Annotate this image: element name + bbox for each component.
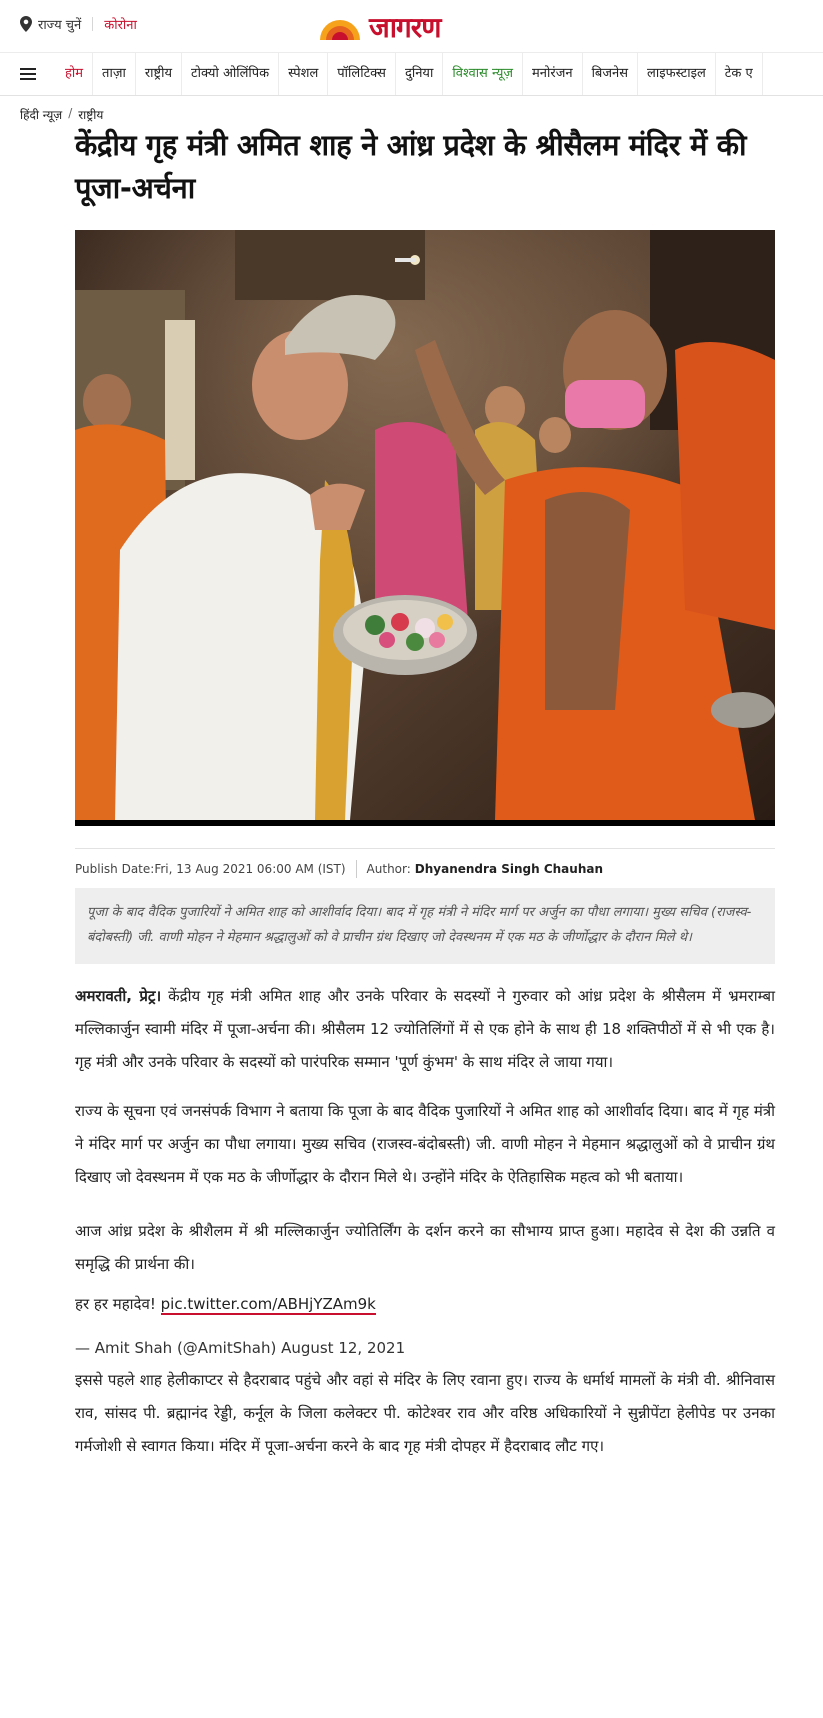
top-bar [0, 0, 823, 53]
nav-item-special[interactable]: स्पेशल [279, 53, 328, 95]
article-paragraph-3: इससे पहले शाह हेलीकाप्टर से हैदराबाद पहुंचे और वहां से मंदिर के लिए रवाना हुए। राज्य के धर्मार्थ मामलों के मंत्री वी. श्रीनिवास राव, सांसद पी. ब्रह्मानंद रेड्डी, कर्नूल के जिला कलेक्टर पी. कोटेश्वर राव और वरिष्ठ अधिकारियों ने सुन्नीपेंटा हेलीपेड पर उनका गर्मजोशी से स्वागत किया। मंदिर में पूजा-अर्चना करने के बाद गृह मंत्री दोपहर में हैदराबाद लौट गए। [75, 1371, 775, 1455]
breadcrumb-hindi-news[interactable]: हिंदी न्यूज़ [20, 108, 63, 122]
author-label: Author: [366, 862, 411, 876]
paragraph-1-text: केंद्रीय गृह मंत्री अमित शाह और उनके परिवार के सदस्यों ने गुरुवार को आंध्र प्रदेश के श्रीसैलम में भ्रमराम्बा मल्लिकार्जुन स्वामी मंदिर में पूजा-अर्चना की। श्रीसैलम 12 ज्योतिलिंगों में से एक होने के साथ ही 18 शक्तिपीठों में से भी एक है। गृह मंत्री और उनके परिवार के सदस्यों को पारंपरिक सम्मान 'पूर्ण कुंभम' के साथ मंदिर ले जाया गया। [75, 987, 775, 1071]
article-title: केंद्रीय गृह मंत्री अमित शाह ने आंध्र प्रदेश के श्रीसैलम मंदिर में की पूजा-अर्चना [75, 128, 747, 205]
publish-date-label: Publish Date: [75, 862, 155, 876]
breadcrumb [0, 96, 823, 123]
embedded-tweet [75, 1215, 775, 1358]
nav-item-home[interactable]: होम [56, 53, 93, 95]
tweet-credit: — Amit Shah (@AmitShah) August 12, 2021 [75, 1339, 406, 1357]
article-summary: पूजा के बाद वैदिक पुजारियों ने अमित शाह को आशीर्वाद दिया। बाद में गृह मंत्री ने मंदिर मार्ग पर अर्जुन का पौधा लगाया। मुख्य सचिव (राजस्व-बंदोबस्ती) जी. वाणी मोहन ने मेहमान श्रद्धालुओं को वे प्राचीन ग्रंथ दिखाए जो देवस्थनम में एक मठ के जीर्णोद्धार के दौरान मिले थे। [75, 888, 775, 964]
article-paragraph-1 [75, 980, 775, 1079]
sun-logo-icon [317, 12, 363, 42]
publish-date: Fri, 13 Aug 2021 06:00 AM (IST) [154, 862, 346, 876]
tweet-pic-link[interactable]: pic.twitter.com/ABHjYZAm9k [160, 1295, 376, 1313]
nav-item-tech[interactable]: टेक ए [716, 53, 763, 95]
tweet-prefix: हर हर महादेव! [75, 1295, 161, 1313]
meta-divider [75, 848, 775, 849]
state-selector[interactable] [20, 15, 137, 33]
location-pin-icon [20, 16, 32, 32]
state-selector-label: राज्य चुनें [38, 18, 82, 33]
hamburger-menu-icon[interactable] [20, 68, 36, 80]
article-meta [75, 860, 775, 878]
nav-item-tokyo-olympics[interactable]: टोक्यो ओलिंपिक [182, 53, 279, 95]
tweet-text: आज आंध्र प्रदेश के श्रीशैलम में श्री मल्लिकार्जुन ज्योतिर्लिंग के दर्शन करने का सौभाग्य प्राप्त हुआ। महादेव से देश की उन्नति व समृद्धि की प्रार्थना की। [75, 1222, 775, 1273]
article-paragraph-2: राज्य के सूचना एवं जनसंपर्क विभाग ने बताया कि पूजा के बाद वैदिक पुजारियों ने अमित शाह को आशीर्वाद दिया। बाद में गृह मंत्री ने मंदिर मार्ग पर अर्जुन का पौधा लगाया। मुख्य सचिव (राजस्व-बंदोबस्ती) जी. वाणी मोहन ने मेहमान श्रद्धालुओं को वे प्राचीन ग्रंथ दिखाए जो देवस्थनम में एक मठ के जीर्णोद्धार के दौरान मिले थे। उन्होंने मंदिर के ऐतिहासिक महत्व को भी बताया। [75, 1102, 775, 1186]
divider [92, 17, 93, 31]
site-logo[interactable] [317, 8, 441, 46]
article-hero-image [75, 230, 775, 826]
corona-link[interactable]: कोरोना [104, 18, 137, 33]
nav-item-world[interactable]: दुनिया [396, 53, 443, 95]
author-name[interactable]: Dhyanendra Singh Chauhan [414, 862, 603, 876]
main-nav [0, 53, 823, 96]
nav-item-lifestyle[interactable]: लाइफस्टाइल [638, 53, 716, 95]
temple-worship-photo [75, 230, 775, 820]
logo-text: जागरण [369, 11, 441, 44]
breadcrumb-national[interactable]: राष्ट्रीय [78, 108, 104, 122]
nav-item-business[interactable]: बिजनेस [583, 53, 638, 95]
meta-separator [356, 860, 357, 878]
tweet-hashtag-line [75, 1292, 775, 1316]
article [75, 124, 775, 1463]
nav-item-national[interactable]: राष्ट्रीय [136, 53, 182, 95]
nav-item-entertainment[interactable]: मनोरंजन [523, 53, 583, 95]
nav-item-politics[interactable]: पॉलिटिक्स [328, 53, 396, 95]
breadcrumb-separator: / [68, 106, 73, 120]
nav-item-vishvas-news[interactable]: विश्वास न्यूज़ [443, 53, 523, 95]
nav-item-latest[interactable]: ताज़ा [93, 53, 136, 95]
dateline: अमरावती, प्रेट्र। [75, 987, 162, 1005]
